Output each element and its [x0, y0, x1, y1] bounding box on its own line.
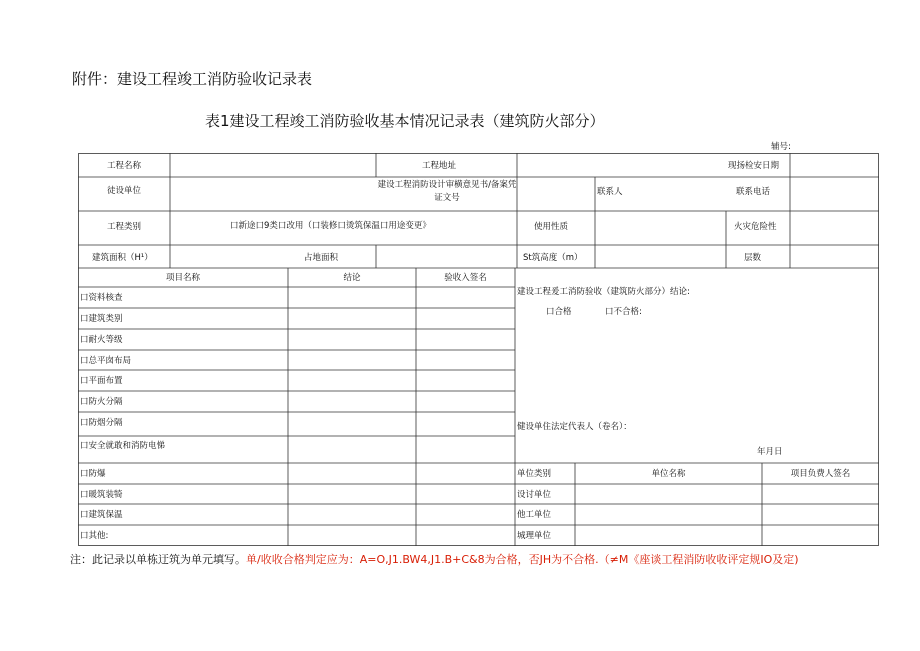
conclusion-date: 年月日 — [757, 447, 783, 457]
item-row: 口建筑保温 — [80, 510, 123, 520]
label-project-name: 工程名称 — [106, 161, 141, 171]
table-grid-lines — [78, 153, 879, 546]
footer-note-black: 注：此记录以单栋迂筑为单元填写。 — [70, 553, 246, 566]
item-row: 口防火分隔 — [80, 397, 123, 407]
item-row: 口安全就敢和消防电悌 — [80, 441, 166, 451]
item-row: 口防烟分隔 — [80, 418, 123, 428]
label-project-address: 工程地址 — [422, 161, 457, 171]
serial-label: 辅号: — [771, 142, 791, 152]
conclusion-fail: 口不合格: — [605, 307, 642, 317]
label-fire-hazard: 火灾危险性 — [734, 222, 777, 232]
item-row: 口总平囱布局 — [80, 356, 132, 366]
record-table — [78, 153, 879, 546]
table-title: 表1建设工程竣工消防验收基本情况记录表（建筑防火部分） — [205, 112, 605, 130]
label-contact: 联系人 — [597, 187, 623, 197]
units-header-lead: 项目负费人签名 — [790, 469, 851, 479]
label-floors: 层数 — [744, 253, 762, 263]
item-row: 口平面布置 — [80, 376, 123, 386]
project-type-options: 口新途口9类口改用（口装修口烫筑保温口用途变更》 — [230, 221, 431, 231]
label-contact-phone: 联系电话 — [736, 187, 771, 197]
label-use-nature: 使用性质 — [534, 222, 569, 232]
units-header-type: 单位类别 — [517, 469, 552, 479]
item-row: 口耐火等级 — [80, 335, 123, 345]
item-row: 口防爆 — [80, 469, 106, 479]
unit-row: 他工单位 — [517, 510, 552, 520]
conclusion-pass: 口合格 — [546, 307, 572, 317]
footer-note-red: 单/收收合格判定应为：A=O,J1.BW4,J1.B+C&8为合格，否JH为不合格.（≠M《座谈工程消防收收评定规IO及定) — [246, 553, 799, 566]
item-row: 口资料核查 — [80, 293, 123, 303]
label-inspection-date: 现扬检安日期 — [728, 161, 780, 171]
footer-note — [70, 551, 890, 568]
legal-rep-signature: 健设单住法定代表人（卷名）： — [517, 422, 632, 432]
items-header-conclusion: 结论 — [343, 273, 361, 283]
label-project-type: 工程类别 — [106, 222, 141, 232]
item-row: 口其他: — [80, 531, 109, 541]
label-building-area: 建筑面积（H¹） — [92, 253, 153, 263]
label-design-review-doc: 建设工程消防设计审横意见书/备案凭证文号 — [377, 180, 517, 204]
attachment-title: 附件：建设工程竣工消防验收记录表 — [72, 70, 313, 88]
label-building-height: St筑高度（m） — [523, 253, 583, 263]
units-header-name: 单位名称 — [651, 469, 686, 479]
items-header-signature: 验收入签名 — [444, 273, 487, 283]
item-row: 口建筑类别 — [80, 314, 123, 324]
item-row: 口暖筑装犄 — [80, 490, 123, 500]
label-build-unit: 徒设单位 — [106, 186, 141, 196]
conclusion-text: 建设工程爰工消防验收（建筑防火部分）结论: — [517, 287, 690, 297]
unit-row: 设讨单位 — [517, 490, 552, 500]
label-land-area: 占地面积 — [304, 253, 339, 263]
items-header-name: 项目名称 — [165, 273, 200, 283]
unit-row: 城理单位 — [517, 531, 552, 541]
